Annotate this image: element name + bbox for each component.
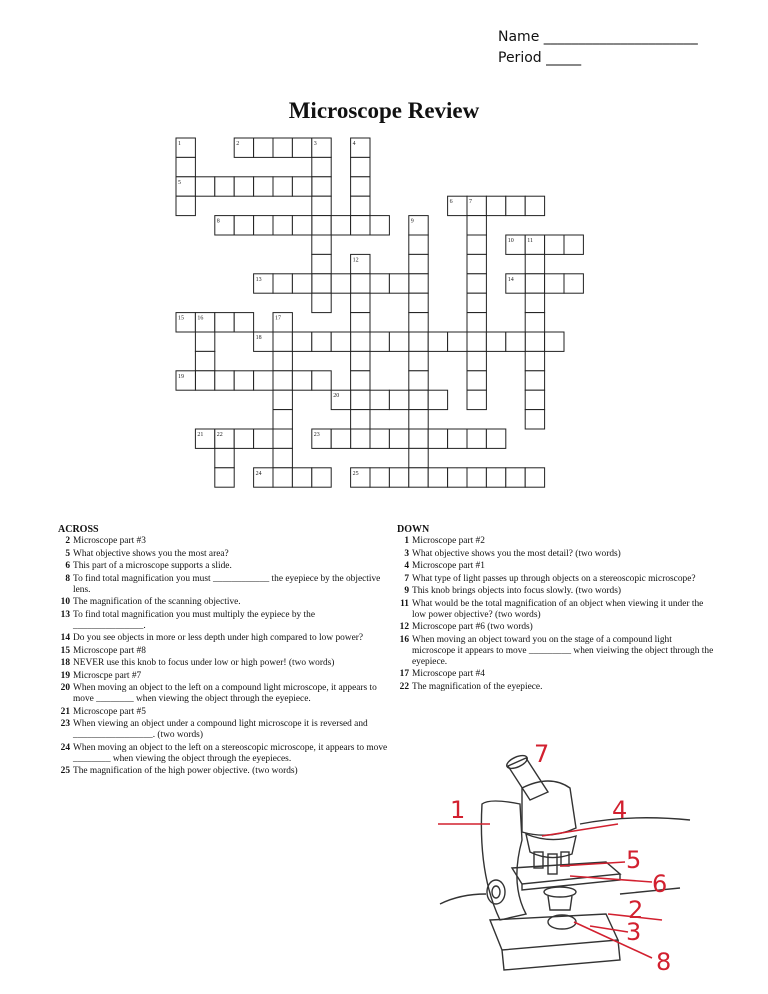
- label-6: 6: [652, 870, 668, 898]
- down-clues: [397, 524, 717, 694]
- grid-cell[interactable]: [409, 313, 428, 332]
- across-clue: [58, 561, 388, 572]
- grid-cell[interactable]: [389, 390, 408, 409]
- label-2: 2: [628, 896, 644, 924]
- grid-cell[interactable]: [467, 313, 486, 332]
- down-clue: [397, 536, 717, 547]
- label-8: 8: [656, 948, 672, 976]
- clue-text: The magnification of the high power objective. (two words): [73, 766, 298, 776]
- grid-cell[interactable]: [234, 429, 253, 448]
- grid-cell[interactable]: [331, 216, 350, 235]
- grid-cell[interactable]: [312, 468, 331, 487]
- grid-number: 7: [469, 199, 472, 206]
- grid-cell[interactable]: [409, 254, 428, 273]
- grid-cell[interactable]: [525, 254, 544, 273]
- grid-cell[interactable]: [525, 274, 544, 293]
- grid-cell[interactable]: [486, 196, 505, 215]
- clue-text: The magnification of the eyepiece.: [412, 681, 543, 692]
- grid-cell[interactable]: [448, 468, 467, 487]
- grid-cell[interactable]: [389, 332, 408, 351]
- grid-number: 22: [216, 432, 223, 438]
- across-clue: [58, 683, 388, 705]
- clue-text: The magnification of the scanning objective.: [73, 597, 241, 607]
- grid-cell[interactable]: [409, 429, 428, 448]
- grid-cell[interactable]: [351, 371, 370, 390]
- clue-number: 1: [404, 536, 409, 546]
- clue-text: Microscope part #3: [73, 536, 146, 546]
- clue-text: To find total magnification you must ____________ the eyepiece by the objective lens.: [73, 573, 381, 595]
- grid-cell[interactable]: [234, 216, 253, 235]
- grid-cell[interactable]: [370, 468, 389, 487]
- grid-cell[interactable]: [351, 351, 370, 370]
- clue-text: Microscope part #8: [73, 645, 146, 656]
- grid-cell[interactable]: [312, 157, 331, 176]
- clue-text: This part of a microscope supports a slide.: [73, 561, 232, 571]
- grid-cell[interactable]: [234, 313, 253, 332]
- across-clue: [58, 574, 388, 596]
- grid-cell[interactable]: [351, 429, 370, 448]
- grid-cell[interactable]: [254, 371, 273, 390]
- grid-cell[interactable]: [525, 332, 544, 351]
- grid-cell[interactable]: [409, 274, 428, 293]
- clue-number: 25: [60, 766, 70, 776]
- grid-number: 4: [352, 141, 356, 147]
- grid-cell[interactable]: [273, 332, 292, 351]
- grid-number: 15: [178, 315, 184, 322]
- clue-text: Microscope part #4: [412, 669, 485, 679]
- across-clue: [58, 719, 388, 741]
- grid-cell[interactable]: [467, 371, 486, 390]
- clue-number: 11: [400, 598, 409, 609]
- grid-cell[interactable]: [448, 332, 467, 351]
- grid-cell[interactable]: [389, 468, 408, 487]
- grid-cell[interactable]: [428, 390, 447, 409]
- grid-cell[interactable]: [370, 274, 389, 293]
- grid-cell[interactable]: [351, 177, 370, 196]
- grid-cell[interactable]: [312, 216, 331, 235]
- grid-cell[interactable]: [545, 332, 564, 351]
- grid-cell[interactable]: [273, 351, 292, 370]
- grid-cell[interactable]: [409, 390, 428, 409]
- grid-number: 10: [507, 238, 514, 244]
- clue-text: Do you see objects in more or less depth under high compared to low power?: [73, 633, 364, 643]
- grid-cell[interactable]: [292, 274, 311, 293]
- grid-cell[interactable]: [467, 254, 486, 273]
- clue-text: What would be the total magnification of an object when viewing it under the low power objective? (two words): [412, 598, 704, 620]
- clue-text: Microscope part #5: [73, 706, 146, 717]
- grid-number: 5: [178, 179, 181, 186]
- grid-cell[interactable]: [506, 332, 525, 351]
- grid-cell[interactable]: [312, 177, 331, 196]
- grid-number: 1: [178, 141, 181, 147]
- grid-cell[interactable]: [273, 429, 292, 448]
- clue-number: 2: [65, 536, 70, 546]
- clue-number: 21: [60, 706, 70, 717]
- grid-cell[interactable]: [486, 332, 505, 351]
- grid-cell[interactable]: [525, 410, 544, 429]
- grid-cell[interactable]: [409, 332, 428, 351]
- grid-cell[interactable]: [448, 429, 467, 448]
- grid-cell[interactable]: [351, 332, 370, 351]
- grid-cell[interactable]: [331, 429, 350, 448]
- grid-number: 2: [236, 141, 240, 147]
- clue-number: 12: [399, 622, 409, 632]
- grid-cell[interactable]: [409, 371, 428, 390]
- across-clues: [58, 524, 388, 779]
- clue-number: 8: [65, 573, 70, 584]
- grid-number: 6: [449, 199, 453, 206]
- grid-cell[interactable]: [545, 274, 564, 293]
- clue-number: 10: [60, 597, 70, 607]
- grid-cell[interactable]: [195, 351, 214, 370]
- grid-cell[interactable]: [467, 274, 486, 293]
- clue-text: This knob brings objects into focus slowly. (two words): [412, 586, 622, 596]
- grid-cell[interactable]: [564, 235, 583, 254]
- down-clue: [397, 622, 717, 633]
- across-clue: [58, 536, 388, 547]
- across-clue: [58, 658, 388, 669]
- down-heading: DOWN: [397, 524, 430, 535]
- grid-cell[interactable]: [525, 293, 544, 312]
- label-4: 4: [612, 796, 628, 824]
- grid-cell[interactable]: [312, 274, 331, 293]
- across-clue: [58, 597, 388, 608]
- grid-cell[interactable]: [409, 235, 428, 254]
- clue-number: 23: [60, 719, 70, 729]
- grid-cell[interactable]: [351, 390, 370, 409]
- clue-text: Microscope part #1: [412, 561, 485, 571]
- grid-cell[interactable]: [525, 313, 544, 332]
- across-clue: [58, 743, 388, 765]
- grid-cell[interactable]: [525, 390, 544, 409]
- grid-cell[interactable]: [273, 138, 292, 157]
- clue-text: When moving an object to the left on a stereoscopic microscope, it appears to move ________ when viewing the object through the eyepieces.: [73, 742, 388, 764]
- label-1: 1: [450, 796, 466, 824]
- grid-cell[interactable]: [467, 390, 486, 409]
- grid-cell[interactable]: [467, 332, 486, 351]
- down-clue: [397, 549, 717, 560]
- clue-number: 18: [60, 658, 70, 668]
- grid-cell[interactable]: [351, 313, 370, 332]
- grid-cell[interactable]: [351, 196, 370, 215]
- grid-cell[interactable]: [467, 235, 486, 254]
- grid-cell[interactable]: [370, 332, 389, 351]
- grid-cell[interactable]: [409, 293, 428, 312]
- clue-text: Microscpe part #7: [73, 670, 142, 681]
- down-clue: [397, 599, 717, 621]
- grid-number: 14: [507, 276, 514, 283]
- grid-cell[interactable]: [545, 235, 564, 254]
- clue-number: 5: [65, 548, 70, 559]
- grid-cell[interactable]: [292, 468, 311, 487]
- page-title: Microscope Review: [288, 98, 480, 123]
- grid-cell[interactable]: [351, 157, 370, 176]
- grid-number: 9: [410, 218, 414, 225]
- grid-cell[interactable]: [428, 429, 447, 448]
- grid-cell[interactable]: [486, 468, 505, 487]
- clue-number: 3: [404, 548, 409, 559]
- grid-cell[interactable]: [273, 274, 292, 293]
- grid-cell[interactable]: [467, 216, 486, 235]
- name-field-label: Name ______________________: [498, 29, 698, 45]
- down-clue: [397, 669, 717, 680]
- grid-cell[interactable]: [312, 332, 331, 351]
- grid-cell[interactable]: [564, 274, 583, 293]
- grid-cell[interactable]: [351, 293, 370, 312]
- grid-cell[interactable]: [215, 371, 234, 390]
- down-clue: [397, 635, 717, 668]
- clue-text: Microscope part #6 (two words): [412, 622, 533, 632]
- grid-number: 13: [255, 276, 262, 283]
- grid-cell[interactable]: [176, 157, 195, 176]
- grid-cell[interactable]: [331, 274, 350, 293]
- grid-number: 23: [313, 432, 320, 438]
- grid-cell[interactable]: [370, 390, 389, 409]
- grid-cell[interactable]: [292, 216, 311, 235]
- down-clue: [397, 561, 717, 572]
- microscope-diagram: [430, 744, 730, 994]
- clue-number: 19: [60, 670, 70, 681]
- grid-number: 8: [216, 218, 220, 225]
- clue-text: NEVER use this knob to focus under low or high power! (two words): [73, 658, 335, 668]
- grid-cell[interactable]: [273, 390, 292, 409]
- grid-cell[interactable]: [292, 371, 311, 390]
- grid-cell[interactable]: [389, 274, 408, 293]
- clue-number: 6: [65, 561, 70, 571]
- grid-number: 19: [178, 373, 184, 380]
- grid-number: 25: [352, 470, 359, 477]
- grid-cell[interactable]: [273, 448, 292, 467]
- grid-cell[interactable]: [370, 216, 389, 235]
- grid-cell[interactable]: [215, 468, 234, 487]
- grid-cell[interactable]: [215, 448, 234, 467]
- clue-text: When viewing an object under a compound light microscope it is reversed and _________________. (two words): [73, 719, 368, 740]
- across-clue: [58, 646, 388, 657]
- grid-number: 21: [197, 432, 204, 438]
- grid-cell[interactable]: [195, 177, 214, 196]
- grid-cell[interactable]: [486, 429, 505, 448]
- clue-text: When moving an object toward you on the stage of a compound light microscope it appears to move _________ when vieiwing the object through the eyepiece.: [412, 634, 714, 667]
- grid-cell[interactable]: [312, 371, 331, 390]
- grid-cell[interactable]: [351, 410, 370, 429]
- down-clue: [397, 574, 717, 585]
- period-field-label: Period _____: [498, 50, 582, 66]
- grid-cell[interactable]: [467, 293, 486, 312]
- grid-number: 12: [352, 257, 359, 264]
- label-5: 5: [626, 846, 642, 874]
- grid-number: 18: [255, 335, 262, 341]
- grid-cell[interactable]: [292, 332, 311, 351]
- grid-cell[interactable]: [292, 138, 311, 157]
- grid-cell[interactable]: [254, 429, 273, 448]
- grid-number: 24: [255, 470, 262, 477]
- grid-number: 11: [527, 238, 533, 244]
- grid-cell[interactable]: [254, 216, 273, 235]
- grid-cell[interactable]: [467, 468, 486, 487]
- grid-cell[interactable]: [370, 429, 389, 448]
- grid-cell[interactable]: [351, 274, 370, 293]
- grid-cell[interactable]: [409, 351, 428, 370]
- grid-number: 17: [275, 315, 281, 322]
- clue-number: 7: [404, 573, 409, 584]
- grid-cell[interactable]: [467, 351, 486, 370]
- grid-cell[interactable]: [195, 332, 214, 351]
- grid-cell[interactable]: [428, 468, 447, 487]
- grid-cell[interactable]: [234, 371, 253, 390]
- clue-text: To find total magnification you must multiply the eypiece by the _______________.: [73, 609, 316, 631]
- grid-cell[interactable]: [215, 177, 234, 196]
- grid-cell[interactable]: [254, 138, 273, 157]
- grid-cell[interactable]: [312, 196, 331, 215]
- across-heading: ACROSS: [58, 524, 99, 535]
- grid-cell[interactable]: [351, 216, 370, 235]
- across-clue: [58, 549, 388, 560]
- clue-number: 20: [60, 683, 70, 693]
- clue-number: 4: [404, 561, 409, 571]
- across-clue: [58, 707, 388, 718]
- clue-number: 24: [60, 742, 70, 753]
- grid-number: 20: [333, 393, 340, 400]
- grid-cell[interactable]: [273, 216, 292, 235]
- clue-number: 14: [60, 633, 70, 643]
- clue-text: What objective shows you the most detail? (two words): [412, 548, 621, 559]
- grid-cell[interactable]: [389, 429, 408, 448]
- grid-cell[interactable]: [506, 196, 525, 215]
- grid-cell[interactable]: [215, 313, 234, 332]
- grid-cell[interactable]: [331, 332, 350, 351]
- grid-cell[interactable]: [273, 177, 292, 196]
- label-3: 3: [626, 918, 642, 946]
- clue-number: 9: [404, 586, 409, 596]
- grid-cell[interactable]: [312, 235, 331, 254]
- grid-cell[interactable]: [525, 351, 544, 370]
- clue-number: 16: [399, 634, 409, 645]
- clue-number: 17: [399, 669, 409, 679]
- grid-cell[interactable]: [525, 468, 544, 487]
- grid-cell[interactable]: [409, 468, 428, 487]
- grid-number: 3: [313, 141, 317, 147]
- grid-number: 16: [197, 315, 204, 322]
- grid-cell[interactable]: [254, 177, 273, 196]
- grid-cell[interactable]: [525, 371, 544, 390]
- grid-cell[interactable]: [312, 293, 331, 312]
- clue-text: Microscope part #2: [412, 536, 485, 546]
- grid-cell[interactable]: [292, 177, 311, 196]
- clue-number: 22: [399, 681, 409, 692]
- grid-cell[interactable]: [409, 448, 428, 467]
- grid-cell[interactable]: [506, 468, 525, 487]
- clue-text: What type of light passes up through objects on a stereoscopic microscope?: [412, 573, 696, 584]
- across-clue: [58, 633, 388, 644]
- grid-cell[interactable]: [273, 410, 292, 429]
- grid-cell[interactable]: [234, 177, 253, 196]
- grid-cell[interactable]: [273, 468, 292, 487]
- clue-text: When moving an object to the left on a compound light microscope, it appears to move ________ when viewing the object through the eyepiece.: [73, 683, 377, 704]
- across-clue: [58, 671, 388, 682]
- clue-number: 13: [60, 609, 70, 620]
- grid-cell[interactable]: [195, 371, 214, 390]
- label-7: 7: [534, 744, 550, 768]
- clue-number: 15: [60, 645, 70, 656]
- grid-cell[interactable]: [409, 410, 428, 429]
- grid-cell[interactable]: [525, 196, 544, 215]
- grid-cell[interactable]: [273, 371, 292, 390]
- grid-cell[interactable]: [176, 196, 195, 215]
- grid-cell[interactable]: [467, 429, 486, 448]
- down-clue: [397, 586, 717, 597]
- across-clue: [58, 766, 388, 777]
- grid-cell[interactable]: [428, 332, 447, 351]
- across-clue: [58, 610, 388, 632]
- down-clue: [397, 682, 717, 693]
- grid-cell[interactable]: [312, 254, 331, 273]
- microscope-drawing: [440, 753, 690, 970]
- clue-text: What objective shows you the most area?: [73, 548, 229, 559]
